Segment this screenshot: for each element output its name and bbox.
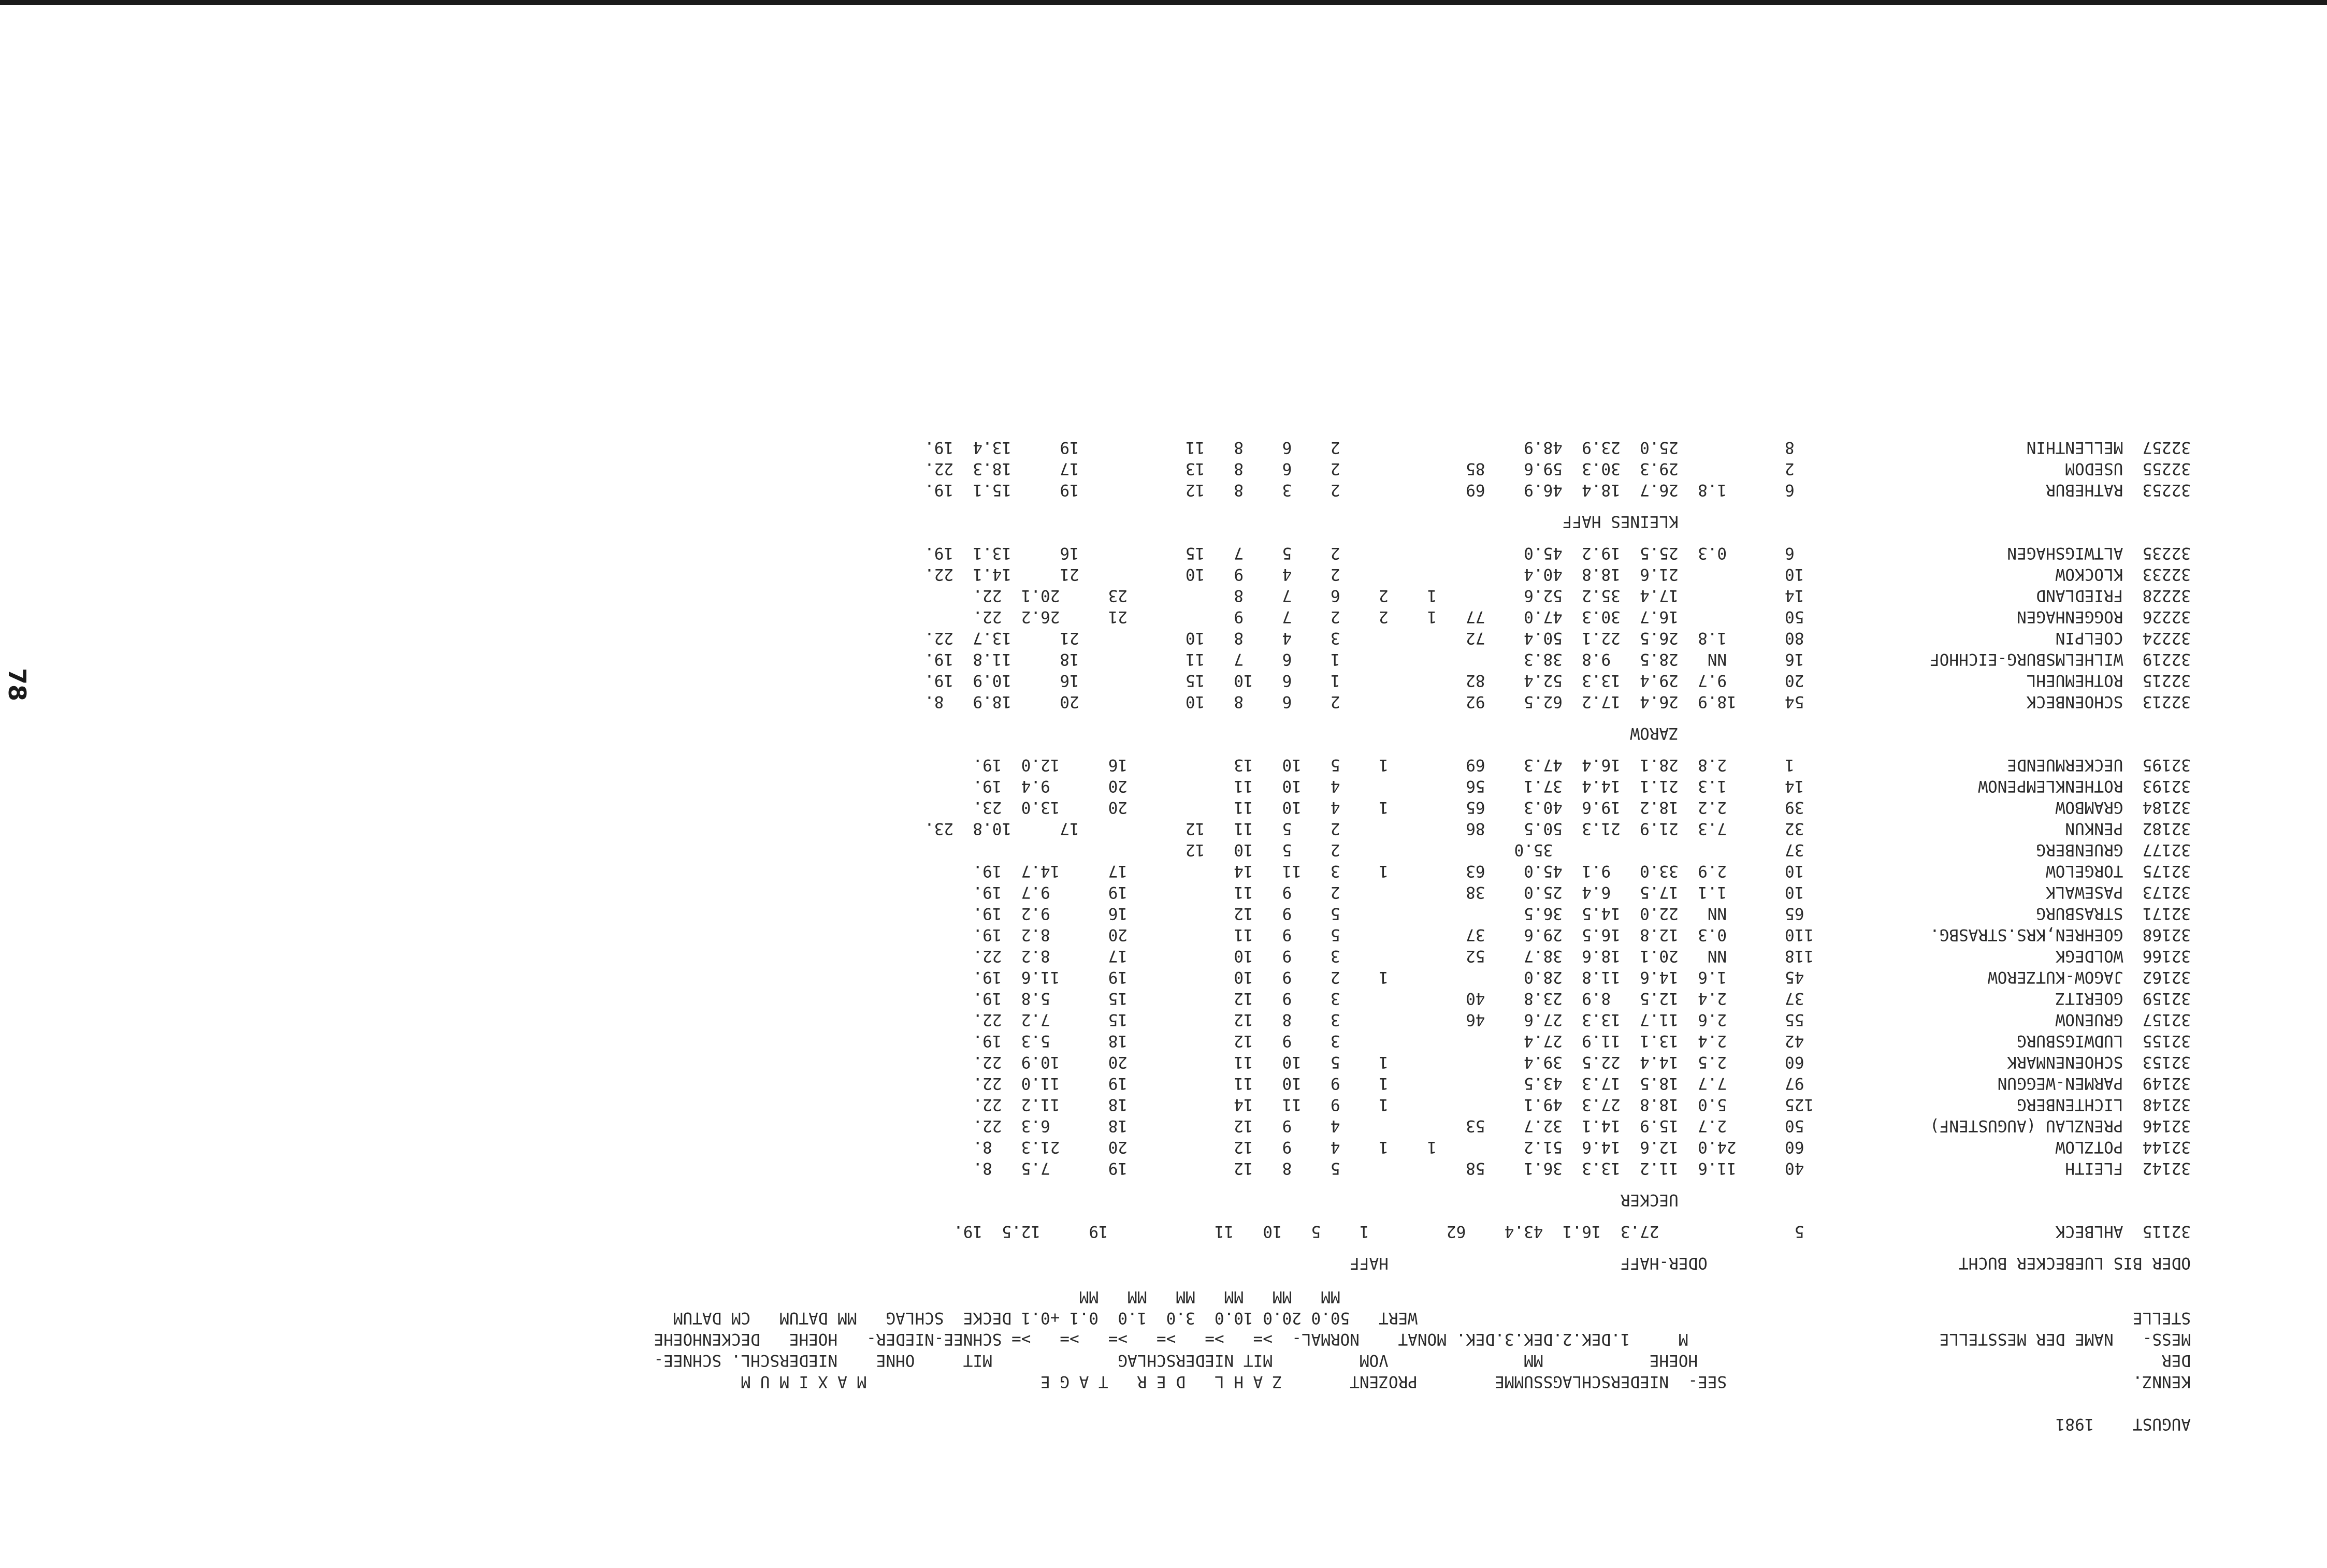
table-row: 32146 PRENZLAU (AUGUSTENF) 50 2.7 15.9 14.1 32.7 53 4 9 12 18 6.3 22. xyxy=(973,1116,2191,1135)
table-row: 32213 SCHOENBECK 54 18.9 26.4 17.2 62.5 92 2 6 8 10 20 18.9 8. xyxy=(924,692,2191,711)
header-line: DER HOEHE MM VOM MIT NIEDERSCHLAG MIT OHNE NIEDERSCHL. SCHNEE- xyxy=(654,1351,2191,1370)
table-row: 32235 ALTWIGSHAGEN 6 0.3 25.5 19.2 45.0 2 5 7 15 16 13.1 19. xyxy=(924,544,2191,562)
table-row: 32215 ROTHEMUEHL 20 9.7 29.4 13.3 52.4 82 1 6 10 15 16 10.9 19. xyxy=(924,671,2191,690)
table-row: 32144 POTZLOW 60 24.0 12.6 14.6 51.2 1 1 4 9 12 20 21.3 8. xyxy=(973,1138,2191,1156)
table-row: 32157 GRUENOW 55 2.6 11.7 13.3 27.6 46 3 8 12 15 7.2 22. xyxy=(973,1010,2191,1029)
table-row: 32224 COELPIN 80 1.8 26.5 22.1 50.4 72 3 4 8 10 21 13.7 22. xyxy=(924,629,2191,647)
table-row: 32257 MELLENTHIN 8 25.0 23.9 48.9 2 6 8 11 19 13.4 19. xyxy=(924,438,2191,457)
table-row: 32228 FRIEDLAND 14 17.4 35.2 52.6 1 2 6 7 8 23 20.1 22. xyxy=(973,586,2191,605)
table-row: 32195 UECKERMUENDE 1 2.8 28.1 16.4 47.3 69 1 5 10 13 16 12.0 19. xyxy=(973,756,2191,774)
table-row: 32142 FLEITH 40 11.6 11.2 13.3 36.1 58 5 8 12 19 7.5 8. xyxy=(973,1159,2191,1178)
header-line: KENNZ. SEE- NIEDERSCHLAGSSUMME PROZENT Z A H L D E R T A G E M A X I M U M xyxy=(741,1372,2191,1391)
table-row: 32173 PASEWALK 10 1.1 17.5 6.4 25.0 38 2 9 11 19 9.7 19. xyxy=(973,883,2191,902)
table-row: 32226 ROGGENHAGEN 50 16.7 30.3 47.0 77 1 2 2 7 9 21 26.2 22. xyxy=(973,607,2191,626)
table-row: 32159 GOERITZ 37 2.4 12.5 8.9 23.8 40 3 9 12 15 5.8 19. xyxy=(973,989,2191,1008)
rotated-table-sheet xyxy=(171,192,2191,1434)
section-title: ZAROW xyxy=(1630,724,2191,743)
section-title: UECKER xyxy=(1620,1190,2191,1209)
section-title: ODER BIS LUEBECKER BUCHT ODER-HAFF HAFF xyxy=(1350,1254,2191,1272)
table-row: 32162 JAGOW-KUTZEROW 45 1.6 14.6 11.8 28.0 1 2 9 10 19 11.6 19. xyxy=(973,968,2191,986)
table-row: 32193 ROTHENKLEMPENOW 14 1.3 21.1 14.4 37.1 56 4 10 11 20 9.4 19. xyxy=(973,777,2191,795)
table-row: 32182 PENKUN 32 7.3 21.9 21.3 50.5 86 2 5 11 12 17 10.8 23. xyxy=(924,819,2191,838)
table-row: 32177 GRUENBERG 37 35.0 2 5 10 12 xyxy=(1185,840,2191,859)
table-row: 32184 GRAMBOW 39 2.2 18.2 19.6 40.3 65 1 4 10 11 20 13.0 23. xyxy=(973,798,2191,817)
table-row: 32155 LUDWIGSBURG 42 2.4 13.1 11.9 27.4 3 9 12 18 5.3 19. xyxy=(973,1032,2191,1050)
section-title: KLEINES HAFF xyxy=(1562,512,2191,531)
table-row: 32171 STRASBURG 65 NN 22.0 14.5 36.5 5 9 12 16 9.2 19. xyxy=(973,904,2191,923)
table-row: 32149 PARMEN-WEGGUN 97 7.7 18.5 17.3 43.5 1 9 10 11 19 11.0 22. xyxy=(973,1074,2191,1093)
table-row: 32253 RATHEBUR 6 1.8 26.7 18.4 46.9 69 2 3 8 12 19 15.1 19. xyxy=(924,481,2191,499)
table-row: 32233 KLOCKOW 10 21.6 18.8 40.4 2 4 9 10 21 14.1 22. xyxy=(924,565,2191,584)
table-row: 32115 AHLBECK 5 27.3 16.1 43.4 62 1 5 10 11 19 12.5 19. xyxy=(953,1222,2191,1241)
header-line: MESS- NAME DER MESSTELLE M 1.DEK.2.DEK.3.DEK. MONAT NORMAL- >= >= >= >= >= >= SCHNEE-NIEDER- HOEHE DECKENHOEHE xyxy=(654,1330,2191,1348)
table-row: 32175 TORGELOW 10 2.9 33.0 9.1 45.0 63 1 3 11 14 17 14.7 19. xyxy=(973,862,2191,880)
table-row: 32148 LICHTENBERG 125 5.0 18.8 27.3 49.1 1 9 11 14 18 11.2 22. xyxy=(973,1095,2191,1114)
table-row: 32255 USEDOM 2 29.3 30.3 59.6 85 2 6 8 13 17 18.3 22. xyxy=(924,459,2191,478)
table-row: 32219 WILHELMSBURG-EICHHOF 16 NN 28.5 9.8 38.3 1 6 7 11 18 11.8 19. xyxy=(924,650,2191,669)
report-period: AUGUST 1981 xyxy=(2055,1415,2191,1433)
top-rule xyxy=(0,0,2327,5)
page-number: 78 xyxy=(3,668,31,702)
table-header xyxy=(171,1286,2191,1434)
table-row: 32168 GOEHREN,KRS.STRASBG. 110 0.3 12.8 16.5 29.6 37 5 9 11 20 8.2 19. xyxy=(973,925,2191,944)
table-row: 32166 WOLDEGK 118 NN 20.1 18.6 38.7 52 3 9 10 17 8.2 22. xyxy=(973,947,2191,965)
table-row: 32153 SCHOENENMARK 60 2.5 14.4 22.5 39.4 1 5 10 11 20 10.9 22. xyxy=(973,1053,2191,1071)
header-line: STELLE WERT 50.0 20.0 10.0 3.0 1.0 0.1 +0.1 DECKE SCHLAG MM DATUM CM DATUM xyxy=(673,1309,2191,1327)
header-line: MM MM MM MM MM MM xyxy=(1079,1287,2191,1306)
